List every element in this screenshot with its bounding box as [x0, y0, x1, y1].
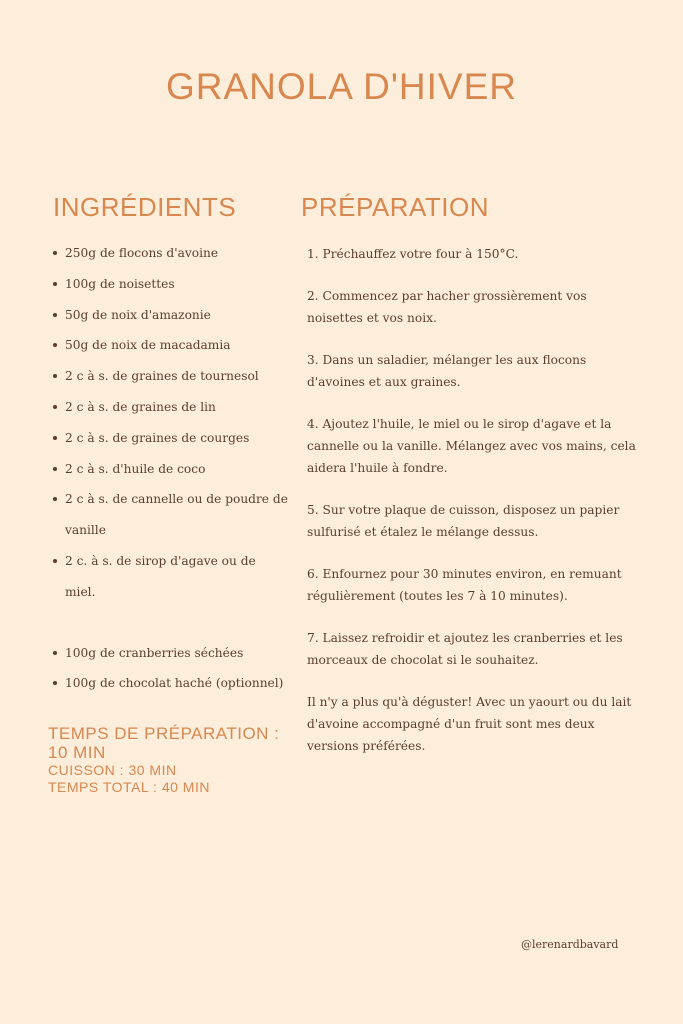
ingredient-item: 2 c. à s. de sirop d'agave ou de miel. [53, 546, 288, 608]
prep-step: 7. Laissez refroidir et ajoutez les cranberries et les morceaux de chocolat si le souhaitez. [307, 631, 623, 667]
ingredient-item: 100g de noisettes [53, 269, 288, 300]
ingredient-item: 2 c à s. de graines de lin [53, 392, 288, 423]
prep-step: Il n'y a plus qu'à déguster! Avec un yaourt ou du lait d'avoine accompagné d'un fruit sont mes deux versions préférées. [307, 695, 632, 753]
author-handle: @lerenardbavard [521, 938, 619, 951]
ingredient-item: 2 c à s. d'huile de coco [53, 454, 288, 485]
prep-step: 3. Dans un saladier, mélanger les aux flocons d'avoines et aux graines. [307, 353, 587, 389]
ingredient-item: 50g de noix de macadamia [53, 330, 288, 361]
prep-step: 4. Ajoutez l'huile, le miel ou le sirop d'agave et la cannelle ou la vanille. Mélangez avec vos mains, cela aidera l'huile à fondre. [307, 417, 636, 475]
cook-time: CUISSON : 30 MIN [48, 762, 177, 778]
ingredients-list [53, 238, 288, 699]
ingredient-item: 2 c à s. de graines de courges [53, 423, 288, 454]
ingredient-item: 2 c à s. de graines de tournesol [53, 361, 288, 392]
time-info [48, 724, 288, 796]
preparation-steps [307, 243, 642, 777]
ingredients-heading: INGRÉDIENTS [53, 192, 237, 222]
total-time: TEMPS TOTAL : 40 MIN [48, 779, 210, 795]
prep-step: 1. Préchauffez votre four à 150°C. [307, 247, 519, 261]
prep-step: 2. Commencez par hacher grossièrement vos noisettes et vos noix. [307, 289, 587, 325]
recipe-title: GRANOLA D'HIVER [165, 66, 518, 107]
prep-step: 5. Sur votre plaque de cuisson, disposez un papier sulfurisé et étalez le mélange dessus. [307, 503, 620, 539]
ingredient-item: 100g de cranberries séchées [53, 638, 288, 669]
ingredient-item: 2 c à s. de cannelle ou de poudre de vanille [53, 484, 288, 546]
prep-step: 6. Enfournez pour 30 minutes environ, en remuant régulièrement (toutes les 7 à 10 minutes). [307, 567, 622, 603]
ingredient-item: 50g de noix d'amazonie [53, 300, 288, 331]
ingredient-item: 250g de flocons d'avoine [53, 238, 288, 269]
ingredient-item: 100g de chocolat haché (optionnel) [53, 668, 288, 699]
preparation-heading: PRÉPARATION [301, 192, 490, 222]
list-spacer [53, 608, 288, 638]
prep-time: TEMPS DE PRÉPARATION : 10 MIN [48, 724, 280, 762]
